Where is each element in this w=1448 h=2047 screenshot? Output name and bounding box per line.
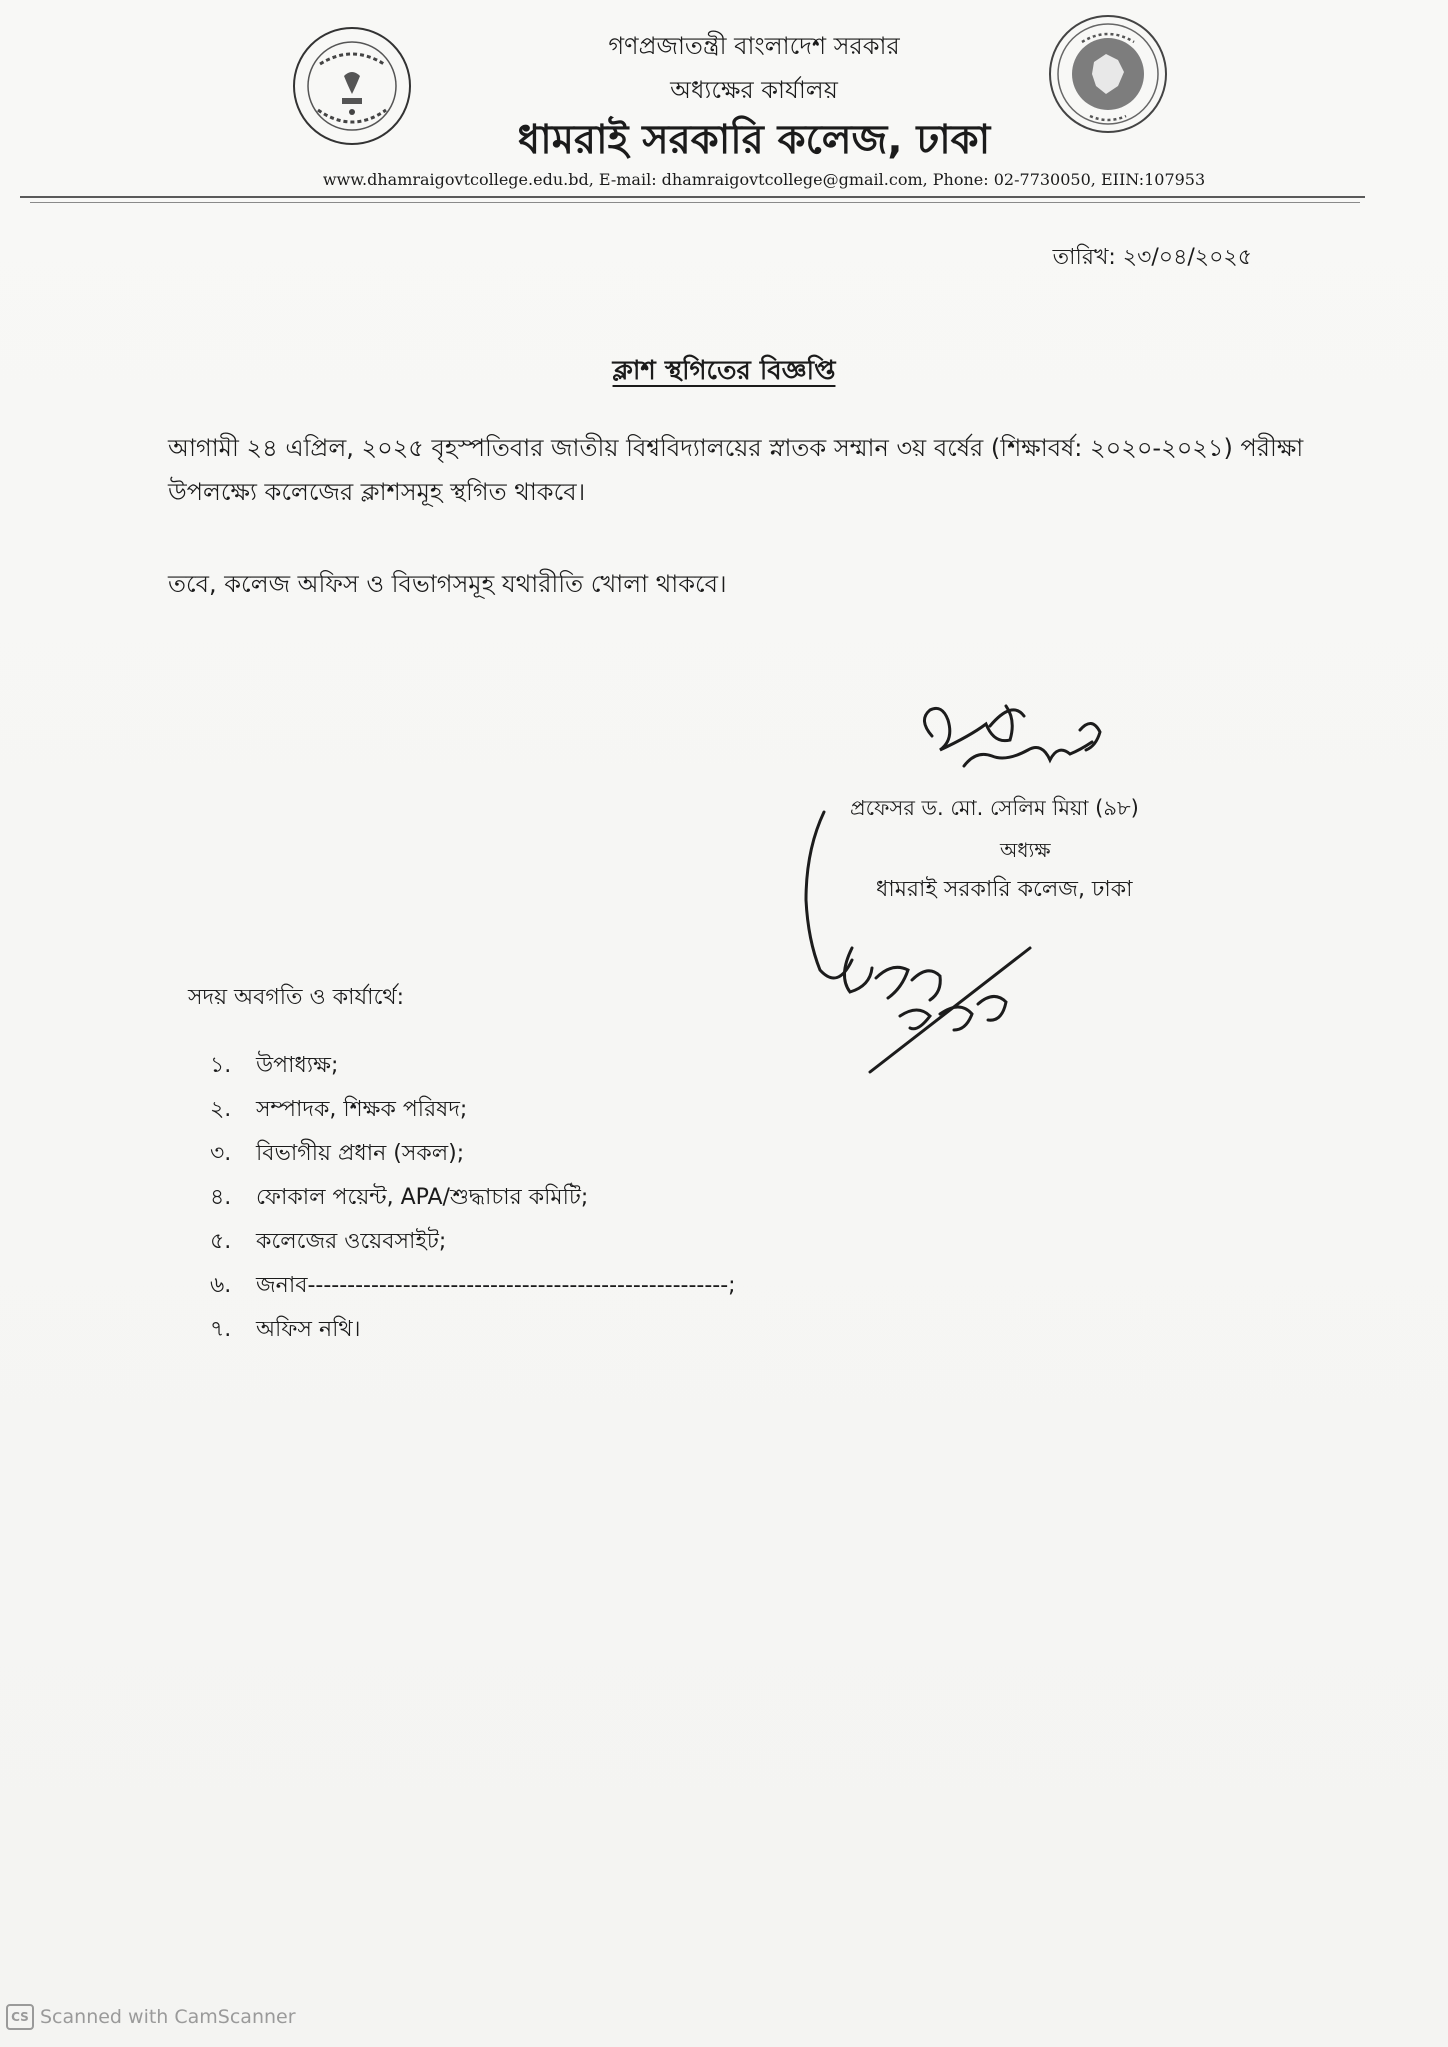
notice-paragraph-2: তবে, কলেজ অফিস ও বিভাগসমূহ যথারীতি খোলা থাকবে। [168,570,727,598]
header-divider-thin [30,202,1360,203]
list-item [210,1224,736,1268]
camscanner-watermark [6,2004,296,2030]
initial-signature [806,812,1030,1072]
distribution-list [210,1048,736,1356]
list-item-number: ২. [210,1097,232,1122]
list-item [210,1092,736,1136]
notice-date: তারিখ: ২৩/০৪/২০২৫ [1052,245,1252,270]
government-heading: গণপ্রজাতন্ত্রী বাংলাদেশ সরকার [608,32,900,60]
list-item-text: অফিস নথি। [256,1317,361,1342]
list-item-number: ৪. [210,1185,232,1210]
list-item [210,1180,736,1224]
distribution-heading: সদয় অবগতি ও কার্যার্থে: [188,985,405,1010]
header-divider [20,196,1365,198]
list-item-text: বিভাগীয় প্রধান (সকল); [256,1141,465,1166]
signatory-designation: অধ্যক্ষ [1000,838,1051,862]
list-item [210,1312,736,1356]
list-item-text: ফোকাল পয়েন্ট, APA/শুদ্ধাচার কমিটি; [256,1185,589,1210]
list-item-number: ৭. [210,1317,232,1342]
list-item-text: কলেজের ওয়েবসাইট; [256,1229,447,1254]
college-name: ধামরাই সরকারি কলেজ, ঢাকা [517,117,991,163]
list-item-number: ৩. [210,1141,232,1166]
list-item [210,1268,736,1312]
principal-signature [924,706,1100,766]
list-item-text: সম্পাদক, শিক্ষক পরিষদ; [256,1097,468,1122]
list-item-text: জনাব-----------------------------------------------------; [256,1273,736,1298]
camscanner-logo-icon: CS [6,2004,34,2030]
notice-paragraph-1: আগামী ২৪ এপ্রিল, ২০২৫ বৃহস্পতিবার জাতীয় বিশ্ববিদ্যালয়ের স্নাতক সম্মান ৩য় বর্ষের (শিক্ষাবর্ষ: ২০২০-২০২১) পরীক্ষা উপলক্ষ্যে কলেজের ক্লাশসমূহ স্থগিত থাকবে। [168,434,1304,506]
list-item [210,1136,736,1180]
signatory-name: প্রফেসর ড. মো. সেলিম মিয়া (৯৮) [850,796,1139,820]
watermark-text: Scanned with CamScanner [40,2006,296,2028]
list-item-number: ৬. [210,1273,232,1298]
notice-title-text: ক্লাশ স্থগিতের বিজ্ঞপ্তি [612,356,836,386]
list-item-number: ৫. [210,1229,232,1254]
list-item-text: উপাধ্যক্ষ; [256,1053,339,1078]
signatory-institution: ধামরাই সরকারি কলেজ, ঢাকা [876,877,1133,902]
list-item-number: ১. [210,1053,232,1078]
office-heading: অধ্যক্ষের কার্যালয় [670,76,838,104]
contact-line: www.dhamraigovtcollege.edu.bd, E-mail: dhamraigovtcollege@gmail.com, Phone: 02-7730050, EIIN:107953 [322,170,1206,189]
list-item [210,1048,736,1092]
notice-title [0,350,1448,394]
